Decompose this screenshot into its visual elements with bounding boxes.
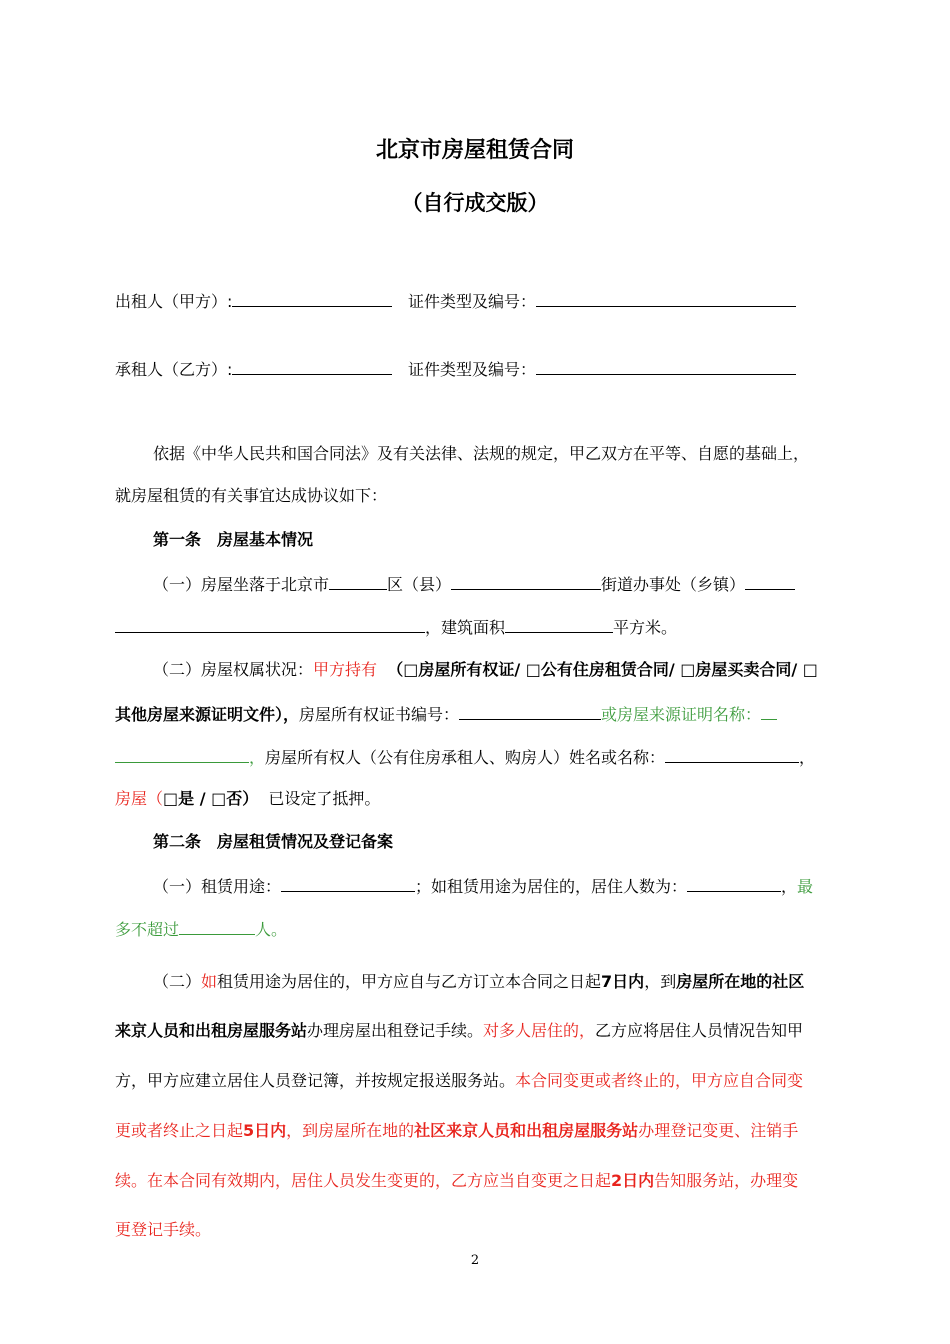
registration-line-3: 方，甲方应建立居住人员登记簿，并按规定报送服务站。本合同变更或者终止的，甲方应自合同变 <box>115 1071 804 1090</box>
ownership-line-1: （二）房屋权属状况：甲方持有 （□房屋所有权证/ □公有住房租赁合同/ □房屋买卖合同/ □ <box>153 660 818 679</box>
intro-line-2: 就房屋租赁的有关事宜达成协议如下： <box>115 486 388 505</box>
party-b-blank[interactable] <box>232 358 392 375</box>
town-blank[interactable] <box>745 573 795 590</box>
registration-line-6: 更登记手续。 <box>115 1220 212 1239</box>
party-b-label: 承租人（乙方）: <box>115 360 233 379</box>
address-blank[interactable] <box>115 616 425 633</box>
usage-blank[interactable] <box>281 875 415 892</box>
registration-line-1: （二）如租赁用途为居住的，甲方应自与乙方订立本合同之日起7日内，到房屋所在地的社区 <box>153 972 805 991</box>
registration-line-2: 来京人员和出租房屋服务站办理房屋出租登记手续。对多人居住的，乙方应将居住人员情况告知甲 <box>115 1021 804 1040</box>
certificate-number-blank[interactable] <box>459 703 601 720</box>
registration-line-4: 更或者终止之日起5日内，到房屋所在地的社区来京人员和出租房屋服务站办理登记变更、注销手 <box>115 1121 799 1140</box>
ownership-line-2: 其他房屋来源证明文件），房屋所有权证书编号： 或房屋来源证明名称： <box>115 703 777 725</box>
mortgage-options: □是 / □否） <box>163 789 259 808</box>
party-a-id-blank[interactable] <box>536 290 796 307</box>
location-line-2: ，建筑面积 平方米。 <box>115 616 677 638</box>
party-b-id-blank[interactable] <box>536 358 796 375</box>
occupant-count-blank[interactable] <box>687 875 781 892</box>
city-district-blank[interactable] <box>329 573 387 590</box>
contract-title: 北京市房屋租赁合同 <box>375 138 574 163</box>
area-blank[interactable] <box>505 616 613 633</box>
usage-line-2: 多不超过 人。 <box>115 920 288 939</box>
ownership-line-3: ，房屋所有权人（公有住房承租人、购房人）姓名或名称： ， <box>115 746 815 768</box>
source-name-blank[interactable] <box>115 746 249 763</box>
party-a-row <box>115 290 392 312</box>
party-a-id-row <box>408 290 796 312</box>
intro-line-1: 依据《中华人民共和国合同法》及有关法律、法规的规定，甲乙双方在平等、自愿的基础上， <box>153 444 810 463</box>
party-a-blank[interactable] <box>232 290 392 307</box>
contract-subtitle: （自行成交版） <box>401 191 549 215</box>
party-b-id-label: 证件类型及编号： <box>408 360 537 379</box>
mortgage-line: 房屋（□是 / □否） 已设定了抵押。 <box>115 789 381 808</box>
usage-line-1: （一）租赁用途： ；如租赁用途为居住的，居住人数为： ，最 <box>153 877 814 896</box>
registration-line-5: 续。在本合同有效期内，居住人员发生变更的，乙方应当自变更之日起2日内告知服务站，办理变 <box>115 1171 799 1190</box>
article-1-heading: 第一条 房屋基本情况 <box>153 530 314 549</box>
owner-name-blank[interactable] <box>665 746 799 763</box>
street-office-blank[interactable] <box>451 573 601 590</box>
page-number: 2 <box>470 1253 480 1268</box>
party-a-id-label: 证件类型及编号： <box>408 292 537 311</box>
party-a-label: 出租人（甲方）: <box>115 292 233 311</box>
location-line-1: （一）房屋坐落于北京市 区（县） 街道办事处（乡镇） <box>153 573 795 595</box>
party-b-id-row <box>408 358 796 380</box>
ownership-options: （□房屋所有权证/ □公有住房租赁合同/ □房屋买卖合同/ □ <box>387 660 818 679</box>
max-occupants-blank[interactable] <box>179 918 255 935</box>
article-2-heading: 第二条 房屋租赁情况及登记备案 <box>153 832 394 851</box>
party-b-row <box>115 358 392 380</box>
